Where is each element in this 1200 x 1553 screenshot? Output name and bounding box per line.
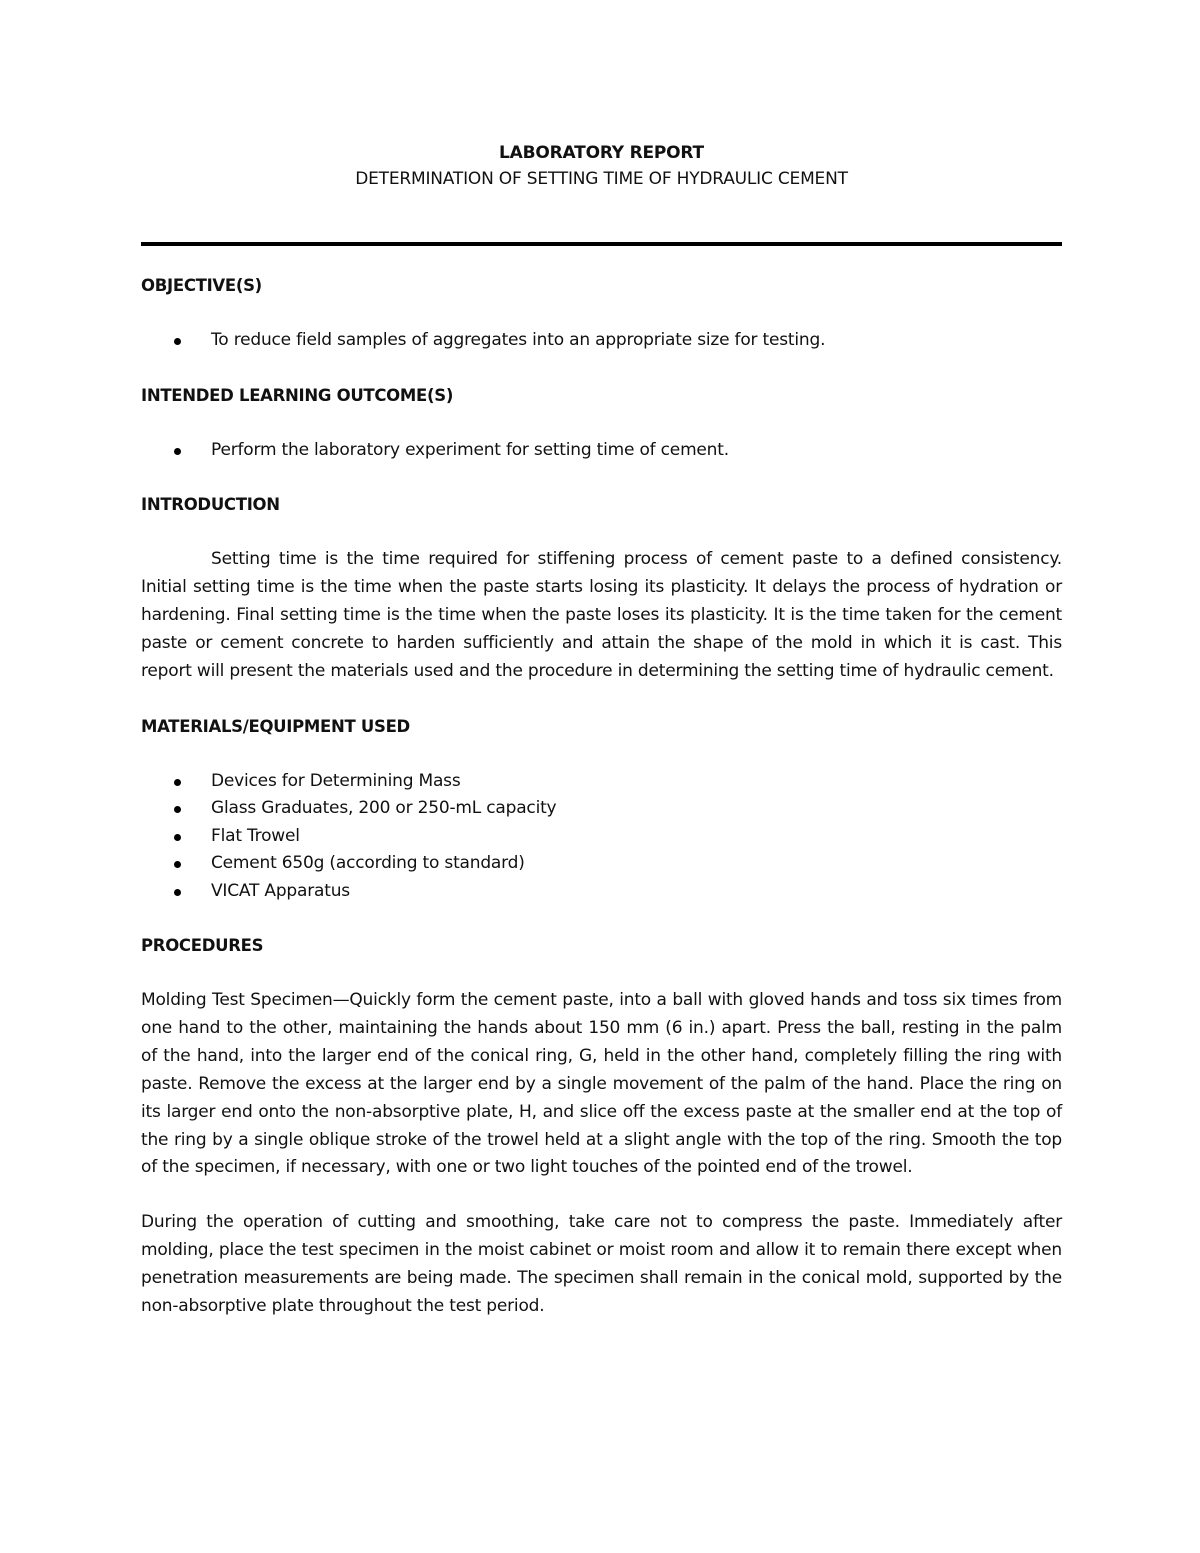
outcomes-heading: INTENDED LEARNING OUTCOME(S) [141,385,454,405]
materials-list [141,768,1062,906]
header-divider [141,242,1062,246]
material-text: Devices for Determining Mass [211,770,461,791]
list-item [141,327,1062,355]
introduction-heading: INTRODUCTION [141,495,280,514]
material-text: VICAT Apparatus [211,880,350,901]
list-item [141,850,1062,878]
report-page [141,140,1062,1321]
procedure-paragraph-molding: Molding Test Specimen—Quickly form the cement paste, into a ball with gloved hands and toss six times from one hand to the other, maintaining the hands about 150 mm (6 in.) apart. Press the ball, resting in the palm of the hand, into the larger end of the conical ring, G, held in the other hand, completely filling the ring with paste. Remove the excess at the larger end by a single movement of the palm of the hand. Place the ring on its larger end onto the non-absorptive plate, H, and slice off the excess paste at the smaller end at the top of the ring by a single oblique stroke of the trowel held at a slight angle with the top of the ring. Smooth the top of the specimen, if necessary, with one or two light touches of the pointed end of the trowel. [141,990,1062,1178]
list-item [141,795,1062,823]
bullet-icon [174,889,181,896]
list-item [141,437,1062,465]
bullet-icon [174,338,181,345]
material-text: Glass Graduates, 200 or 250-mL capacity [211,798,557,819]
material-text: Cement 650g (according to standard) [211,853,525,874]
outcome-text: Perform the laboratory experiment for setting time of cement. [211,439,729,460]
list-item [141,878,1062,906]
bullet-icon [174,779,181,786]
procedure-paragraph-cutting: During the operation of cutting and smoothing, take care not to compress the paste. Immediately after molding, place the test specimen in the moist cabinet or moist room and allow it to remain there except when penetration measurements are being made. The specimen shall remain in the conical mold, supported by the non-absorptive plate throughout the test period. [141,1212,1062,1317]
materials-heading: MATERIALS/EQUIPMENT USED [141,716,410,736]
report-title: LABORATORY REPORT [499,143,704,163]
bullet-icon [174,448,181,455]
bullet-icon [174,834,181,841]
objective-text: To reduce field samples of aggregates into an appropriate size for testing. [211,330,826,350]
bullet-icon [174,861,181,868]
objectives-list [141,327,1062,355]
outcomes-list [141,437,1062,465]
report-subtitle: DETERMINATION OF SETTING TIME OF HYDRAULIC CEMENT [355,169,848,189]
introduction-paragraph: Setting time is the time required for stiffening process of cement paste to a defined consistency. Initial setting time is the time when the paste starts losing its plasticity. It delays the process of hydration or hardening. Final setting time is the time when the paste loses its plasticity. It is the time taken for the cement paste or cement concrete to harden sufficiently and attain the shape of the mold in which it is cast. This report will present the materials used and the procedure in determining the setting time of hydraulic cement. [141,549,1062,681]
objectives-heading: OBJECTIVE(S) [141,276,262,295]
list-item [141,823,1062,851]
bullet-icon [174,806,181,813]
list-item [141,768,1062,796]
material-text: Flat Trowel [211,825,300,846]
procedures-heading: PROCEDURES [141,936,264,956]
